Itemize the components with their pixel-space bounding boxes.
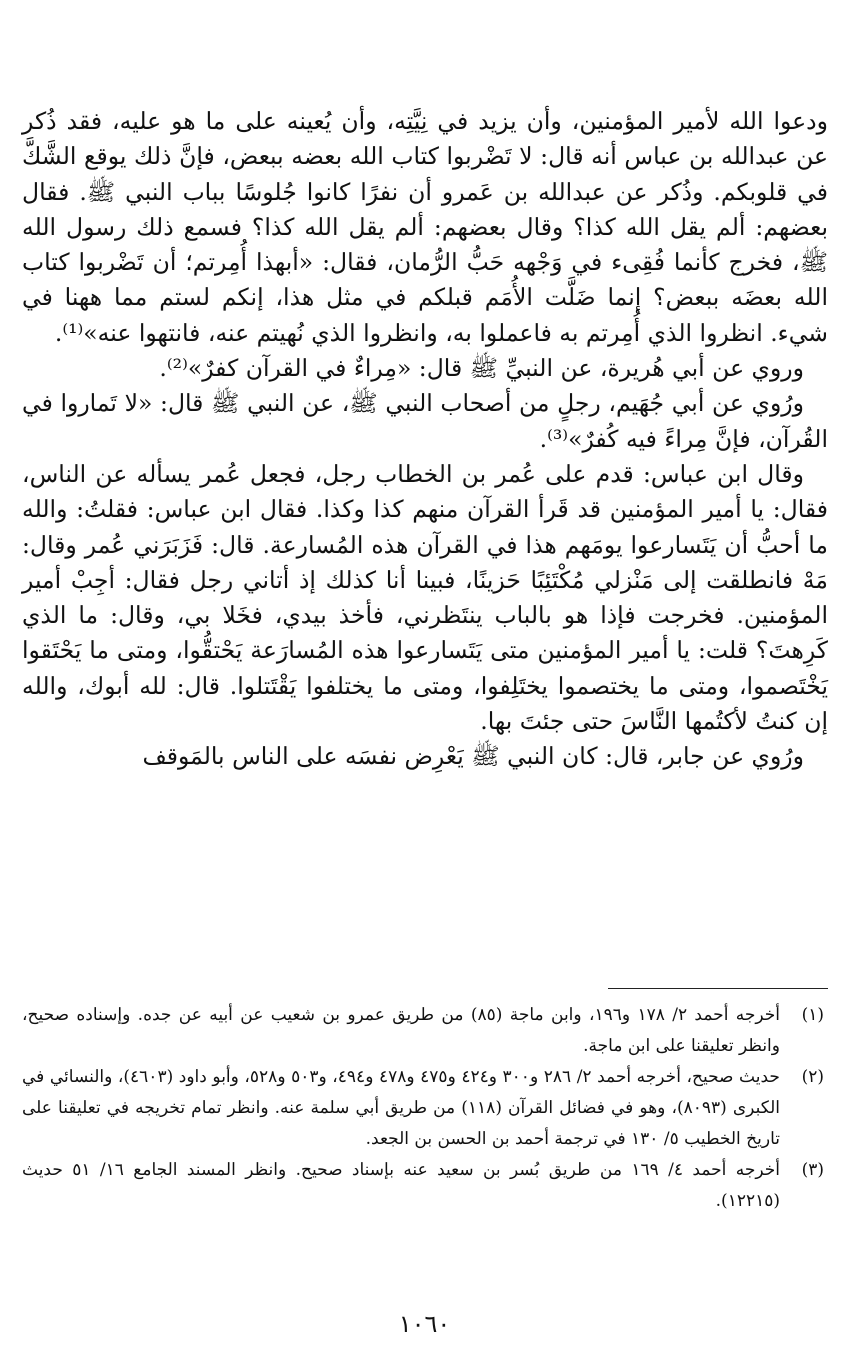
footnote-text: حديث صحيح، أخرجه أحمد ٢/ ٢٨٦ و٣٠٠ و٤٢٤ و٤٧٥ و٤٧٨ و٤٩٤، و٥٠٣ و٥٢٨، وأبو داود (٤٦٠٣)، والنسائي في الكبرى (٨٠٩٣)، وهو في فضائل القرآن (١١٨) من طريق أبي سلمة عنه. وانظر تمام تخريجه في تعليقنا على تاريخ الخطيب ٥/ ١٣٠ في ترجمة أحمد بن الحسن بن الجعد. xyxy=(22,1067,780,1149)
footnote-number: (٢) xyxy=(801,1067,824,1087)
paragraph-5: ورُوي عن جابر، قال: كان النبي ﷺ يَعْرِض نفسَه على الناس بالمَوقف xyxy=(142,742,804,771)
paragraph-4: وقال ابن عباس: قدم على عُمر بن الخطاب رجل، فجعل عُمر يسأله عن الناس، فقال: يا أمير المؤمنين قد قَرأ القرآن منهم كذا وكذا. فقال ابن عباس: فقلتُ: والله ما أحبُّ أن يَتَسارعوا يومَهم هذا في القرآن هذه المُسارعة. قال: فَزَبَرَني عُمر وقال: مَهْ فانطلقت إلى مَنْزلي مُكْتَئِبًا حَزينًا، فبينا أنا كذلك إذ أتاني رجل فقال: أجِبْ أمير المؤمنين. فخرجت فإذا هو بالباب ينتَظرني، فأخذ بيدي، فخَلا بي، وقال: ما الذي كَرِهتَ؟ قلت: يا أمير المؤمنين متى يَتَسارعوا هذه المُسارَعة يَحْتقُّوا، ومتى ما يَحْتَقوا يَخْتَصموا، ومتى ما يختصموا يختَلِفوا، ومتى ما يختلفوا يَقْتَتلوا. قال: لله أبوك، والله إن كنتُ لأكتُمها النَّاسَ حتى جئتَ بها. xyxy=(22,459,828,736)
footnote-number: (٣) xyxy=(801,1160,824,1180)
footnote-number: (١) xyxy=(801,1005,824,1025)
footnote-1 xyxy=(22,1000,828,1062)
footnotes xyxy=(22,1000,828,1217)
paragraph-3: ورُوي عن أبي جُهَيم، رجلٍ من أصحاب النبي ﷺ، عن النبي ﷺ قال: «لا تَماروا في القُرآن، فإنَّ مِراءً فيه كُفرٌ»⁽³⁾. xyxy=(22,389,828,453)
paragraph-1: ودعوا الله لأمير المؤمنين، وأن يزيد في نِيَّتِه، وأن يُعينه على ما هو عليه، فقد ذُكر عن عبدالله بن عباس أنه قال: لا تَضْربوا كتاب الله بعضه ببعض، فإنَّ ذلك يوقع الشَّكَّ في قلوبكم. وذُكر عن عبدالله بن عَمرو أن نفرًا كانوا جُلوسًا بباب النبي ﷺ. فقال بعضهم: ألم يقل الله كذا؟ وقال بعضهم: ألم يقل الله كذا؟ فسمع ذلك رسول الله ﷺ، فخرج كأنما فُقِىء في وَجْهه حَبُّ الرُّمان، فقال: «أبهذا أُمِرتم؛ أن تَضْربوا كتاب الله بعضَه ببعض؟ إنما ضَلَّت الأُمَم قبلكم في مثل هذا، إنكم لستم مما ههنا في شيء. انظروا الذي أُمِرتم به فاعملوا به، وانظروا الذي نُهيتم عنه، فانتهوا عنه»⁽¹⁾. xyxy=(22,107,828,347)
main-text xyxy=(22,104,828,775)
footnote-text: أخرجه أحمد ٤/ ١٦٩ من طريق بُسر بن سعيد عنه بإسناد صحيح. وانظر المسند الجامع ١٦/ ٥١ حديث (١٢٢١٥). xyxy=(22,1160,781,1211)
footnote-3 xyxy=(22,1155,828,1217)
paragraph-2: وروي عن أبي هُريرة، عن النبيِّ ﷺ قال: «مِراءٌ في القرآن كفرٌ»⁽²⁾. xyxy=(159,354,804,383)
footnote-separator xyxy=(608,988,828,989)
footnote-text: أخرجه أحمد ٢/ ١٧٨ و١٩٦، وابن ماجة (٨٥) من طريق عمرو بن شعيب عن أبيه عن جده. وإسناده صحيح، وانظر تعليقنا على ابن ماجة. xyxy=(22,1005,781,1056)
footnote-2 xyxy=(22,1062,828,1155)
page-number: ١٠٦٠ xyxy=(398,1310,451,1338)
